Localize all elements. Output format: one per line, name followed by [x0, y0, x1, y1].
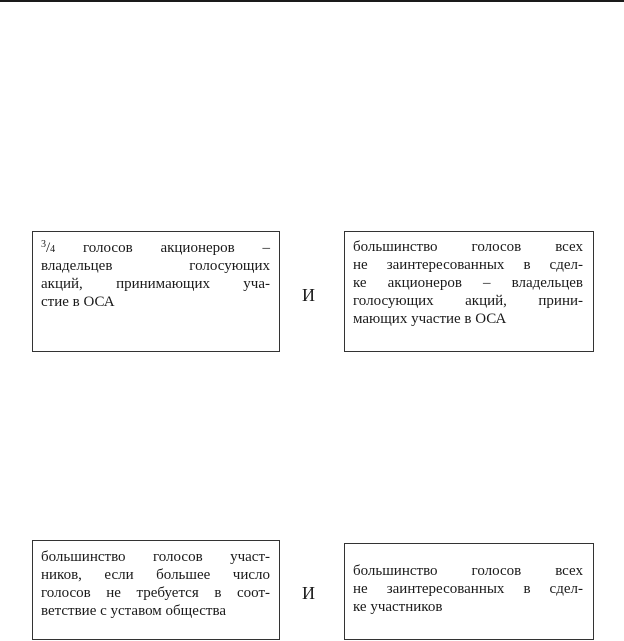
box-line: не заинтересованных в сдел-: [353, 257, 583, 273]
box-line: большинство голосов всех: [353, 563, 583, 579]
box-line: большинство голосов всех: [353, 239, 583, 255]
box-line-text: голосов акционеров –: [82, 240, 270, 256]
box-line: $^3$/4 голосов акционеров –: [41, 239, 270, 256]
box-line: не заинтересованных в сдел-: [353, 581, 583, 597]
box-line: голосующих акций, прини-: [353, 293, 583, 309]
box-line: мающих участие в ОСА: [353, 311, 507, 327]
condition-box-disinterested-participants: [344, 543, 594, 640]
box-line: голосов не требуется в соот-: [41, 585, 270, 601]
box-line: стие в ОСА: [41, 294, 115, 310]
top-rule: [0, 0, 624, 2]
condition-box-shareholders-three-quarters: [32, 231, 280, 352]
conjunction-and: И: [302, 285, 315, 305]
box-line: владельцев голосующих: [41, 258, 270, 274]
condition-box-participants-majority: [32, 540, 280, 640]
box-line: акций, принимающих уча-: [41, 276, 270, 292]
fraction-denominator: 4: [50, 244, 56, 255]
box-line: ке акционеров – владельцев: [353, 275, 583, 291]
box-line: ветствие с уставом общества: [41, 603, 226, 619]
box-line: ников, если большее число: [41, 567, 270, 583]
condition-box-disinterested-shareholders: [344, 231, 594, 352]
fraction-numerator: 3: [41, 239, 46, 250]
box-line: большинство голосов участ-: [41, 549, 270, 565]
box-line: ке участников: [353, 599, 443, 615]
conjunction-and: И: [302, 583, 315, 603]
